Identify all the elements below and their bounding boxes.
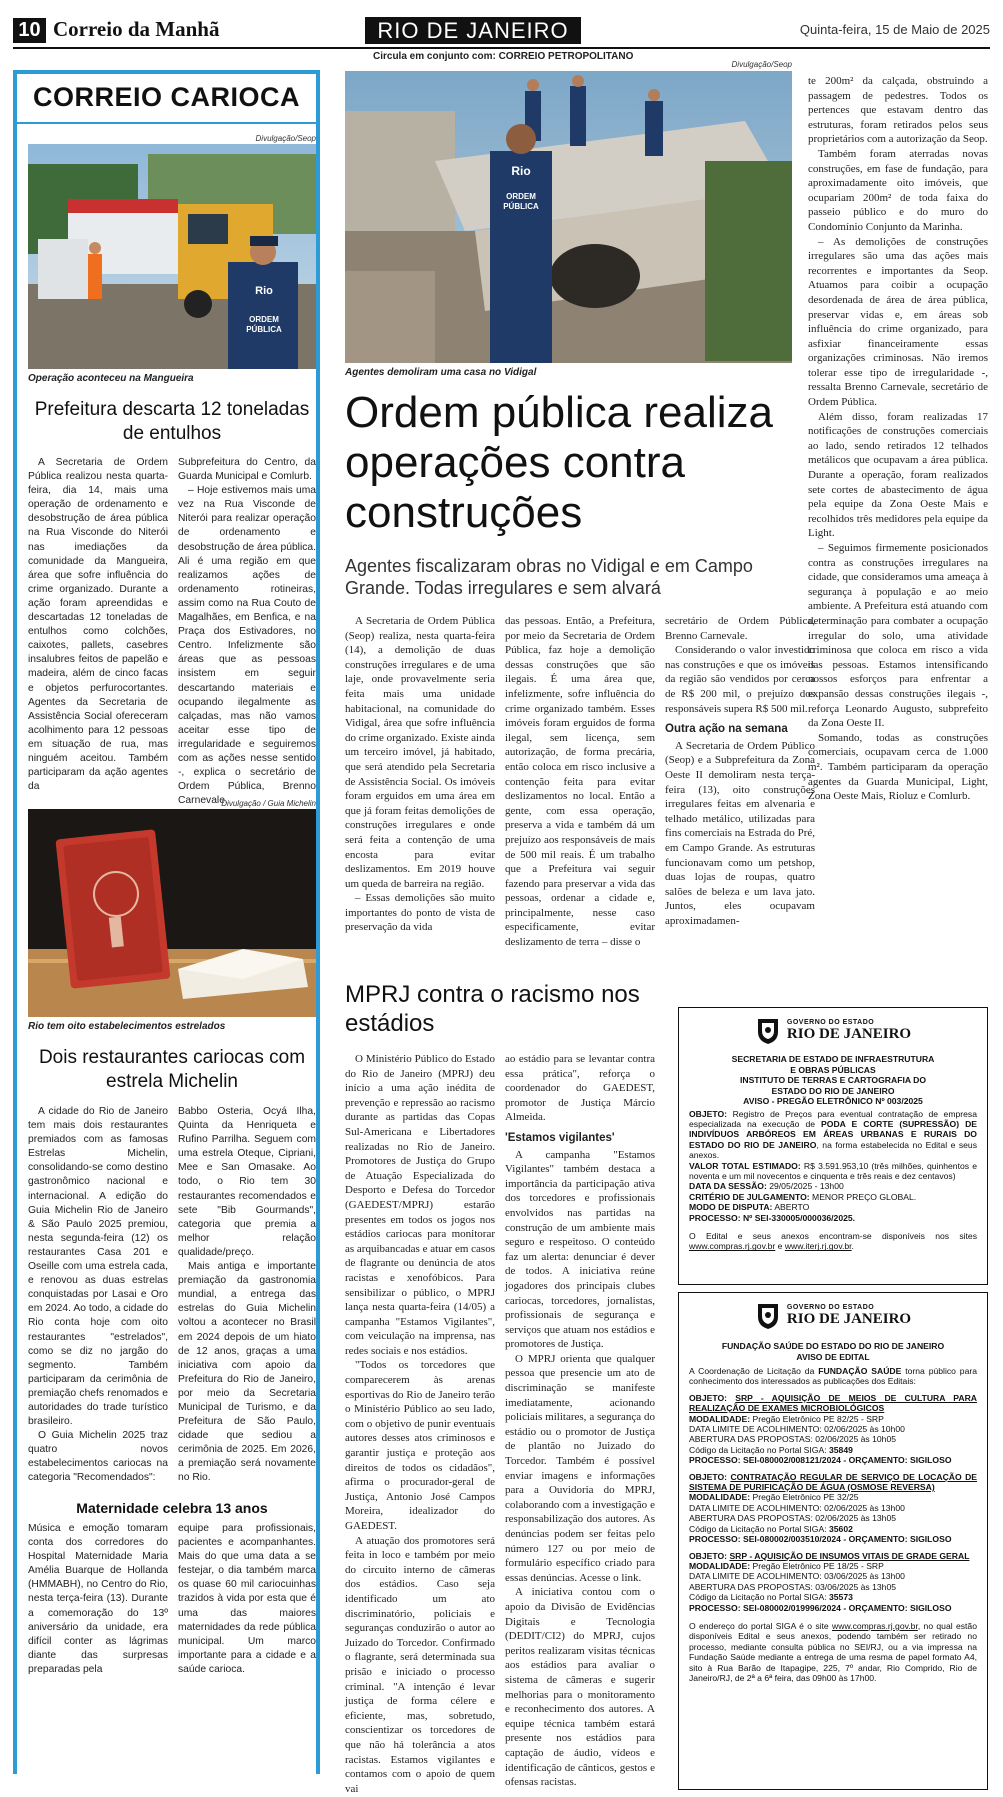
state-logo — [679, 1301, 987, 1331]
svg-text:Rio: Rio — [255, 285, 273, 297]
value: Nº SEI-330005/000036/2025. — [742, 1212, 856, 1223]
header-rule — [13, 47, 990, 49]
notice-criterio — [679, 1192, 987, 1202]
story-paragraph: Subprefeitura do Centro, da Guarda Municipal e Comlurb. — [178, 457, 316, 483]
value: R$ 3.591.953,10 (três milhões, quinhentos e noventa e um mil novecentos e cinquenta e três reais e dez centavos) — [689, 1160, 977, 1181]
value: PODA E CORTE (SUPRESSÃO) DE INDIVÍDUOS ARBÓREOS EM ÁREAS URBANAS E RURAIS DO ESTADO DO RIO DE JANEIRO — [689, 1118, 978, 1150]
notice-aviso: AVISO DE EDITAL — [796, 1351, 870, 1362]
value: SEI-080002/008121/2024 - ORÇAMENTO: SIGILOSO — [742, 1455, 952, 1466]
story-paragraph: – As demolições de construções irregulares são uma das ações mais recorrentes e importantes da Seop. Atuamos para coibir a ocupação desordenada de área de área pública, preservar vidas e, em áreas sob influência do crime organizado, para asfixiar financeiramente essas organizações criminosas. Não iremos tolerar esse tipo de irregularidade -, ressalta Brenno Carnevale, secretário de Ordem Pública. — [808, 235, 988, 409]
label: MODALIDADE: — [689, 1560, 751, 1571]
photo-caption: Agentes demoliram uma casa no Vidigal — [345, 367, 537, 378]
story-paragraph: A atuação dos promotores será feita in loco e também por meio do circuito interno de câmeras dos estádios. Caso seja identificado um ato discriminatório, policiais e seguranças conduzirão o autor ao Juizado do Torcedor. Confirmado o flagrante, será determinada sua prisão e iniciado o processo criminal. "A intenção é levar justiça de forma célere e eficiente, mas, sobretudo, conscientizar os torcedores de que não há tolerância a atos racistas. Estamos vigilantes e contamos com o apoio de quem vai — [345, 1534, 495, 1795]
footer-text: . — [851, 1241, 854, 1252]
value: 02/06/2025 às 10h00 — [824, 1424, 905, 1435]
story-headline: Dois restaurantes cariocas com estrela Michelin — [38, 1047, 306, 1092]
label: OBJETO: — [689, 1550, 728, 1561]
label: OBJETO: — [689, 1392, 728, 1403]
main-headline: Ordem pública realiza operações contra construções — [345, 388, 773, 537]
value: SEI-080002/003510/2024 - ORÇAMENTO: SIGILOSO — [742, 1534, 952, 1545]
notice-item — [679, 1551, 987, 1613]
notice-item — [679, 1472, 987, 1545]
column-left-bar — [13, 74, 17, 1774]
mprj-headline: MPRJ contra o racismo nos estádios — [345, 981, 640, 1037]
logo-small-text: GOVERNO DO ESTADO — [786, 1304, 875, 1311]
value: Pregão Eletrônico PE 82/25 - SRP — [752, 1413, 884, 1424]
story-paragraph: Mais antiga e importante premiação da gastronomia mundial, a entrega das estrelas do Guia Michelin voltou a acontecer no Brasil em 2024 depois de um hiato de 12 anos, graças a uma iniciativa com apoio da Prefeitura do Rio de Janeiro, por meio da Secretaria Municipal de Turismo, e da Prefeitura de São Paulo, cidade que sediou a cerimônia de 2025. Em 2026, a premiação será novamente no Rio. — [178, 1261, 316, 1484]
notice-item — [679, 1393, 987, 1466]
main-subhead: Agentes fiscalizaram obras no Vidigal e em Campo Grande. Todas irregulares e sem alvará — [345, 556, 753, 598]
value: 02/06/2025 às 13h00 — [824, 1502, 905, 1513]
story-paragraph: das pessoas. Então, a Prefeitura, por meio da Secretaria de Ordem Pública, faz hoje a demolição dessas construções que são ilegais. É uma área que, infelizmente, sofre influência do crime organizado também. Esses imóveis foram erguidos de forma ilegal, sem licença, sem autorização, de forma precária, então coloca em risco inclusive a contenção feita para evitar deslizamentos no local. Então a gente, com essa operação, preserva a vida e também dá um prejuízo aos responsáveis de mais de 500 mil reais. É um trabalho que a Prefeitura vai seguir fazendo para preservar a vida das pessoas, ordenar a cidade e, principalmente, nesse caso especificamente, evitar deslizamento de terra – disse o — [505, 615, 655, 949]
notice-valor — [679, 1161, 987, 1182]
column-title: CORREIO CARIOCA — [32, 82, 300, 112]
photo-credit: Divulgação/Seop — [255, 134, 316, 143]
value: SRP - AQUISIÇÃO DE MEIOS DE CULTURA PARA REALIZAÇÃO DE EXAMES MICROBIOLÓGICOS — [689, 1392, 978, 1414]
notice-org: SECRETARIA DE ESTADO DE INFRAESTRUTURA — [731, 1054, 935, 1064]
notice-org: E OBRAS PÚBLICAS — [790, 1064, 876, 1075]
iterj-link[interactable]: www.iterj.rj.gov.br — [784, 1241, 852, 1252]
label: PROCESSO: — [689, 1212, 741, 1223]
label: MODALIDADE: — [689, 1492, 751, 1503]
label: OBJETO: — [689, 1108, 728, 1119]
title-underline — [17, 122, 316, 124]
logo-big-text: RIO DE JANEIRO — [786, 1311, 912, 1327]
notice-objeto — [679, 1109, 987, 1161]
story-paragraph: Também foram aterradas novas construções, em fase de fundação, para aproximadamente oito imóveis, que ocupariam 200m² de toda faixa do passeio público e do muro do Condomínio Conjunto da Marinha. — [808, 147, 988, 233]
compras-link[interactable]: www.compras.rj.gov.br — [832, 1620, 918, 1631]
michelin-guide-photo — [28, 809, 316, 1017]
story-paragraph: Somando, todas as construções comerciais, ocupavam cerca de 1.000 m². Também participaram da operação agentes da Guarda Municipal, Light, Zona Oeste Mais, Rioluz e Comlurb. — [808, 731, 988, 803]
main-story-body-column-2 — [505, 614, 655, 964]
circulation-note: Circula em conjunto com: CORREIO PETROPOLITANO — [373, 51, 634, 62]
story-paragraph: O MPRJ orienta que qualquer pessoa que presencie um ato de discriminação se manifeste imediatamente, acionando policiais militares, a segurança do estádio ou o promotor de Justiça de plantão no Juizado do Torcedor. Também é possível enviar imagens e informações para a Ouvidoria do MPRJ, colaborando com a investigação e responsabilização dos autores. As denúncias podem ser feitas pelo número 127 ou por meio de formulário específico criado para essas denúncias. Acesse o link. — [505, 1352, 655, 1584]
label: VALOR TOTAL ESTIMADO: — [689, 1160, 801, 1171]
label: Código da Licitação no Portal SIGA: — [689, 1523, 827, 1534]
story-subheading: 'Estamos vigilantes' — [505, 1131, 615, 1144]
value: ABERTO — [774, 1202, 810, 1213]
main-story-body-column-1 — [345, 614, 495, 964]
label: MODO DE DISPUTA: — [689, 1202, 773, 1213]
story-paragraph: A Secretaria de Ordem Pública (Seop) realiza, nesta quarta-feira (14), a demolição de duas construções irregulares e de uma laje, onde provavelmente seria feita mais uma unidade habitacional, na comunidade do Vidigal, área que sofre influência do crime organizado. Existe ainda um terceiro imóvel, já habitado, que será atendido pela Secretaria de Assistência Social. Os imóveis foram erguidos em uma área em que já foram feitas demolições de construções irregulares e onde será feita a contenção de uma encosta para evitar deslizamentos. Em 2019 houve um queda de barreira na região. — [345, 615, 495, 890]
intro-text: FUNDAÇÃO SAÚDE — [818, 1366, 902, 1376]
story-body-column-1 — [28, 1522, 168, 1707]
label: DATA LIMITE DE ACOLHIMENTO: — [689, 1571, 822, 1582]
coat-of-arms-icon — [755, 1301, 781, 1331]
legal-notice-fundacao-saude — [678, 1292, 988, 1790]
notice-org: FUNDAÇÃO SAÚDE DO ESTADO DO RIO DE JANEIRO — [721, 1341, 945, 1351]
story-paragraph: Além disso, foram realizadas 17 notificações de construções comerciais ao lado, sendo retirados 12 telhados metálicos que ocupavam a área pública. Durante a operação, foram realizados sete cortes de abastecimento de água pela equipe da Zona Oeste Mais e recolhidos três medidores pela equipe da Light. — [808, 410, 988, 540]
story-headline: Maternidade celebra 13 anos — [76, 1500, 268, 1516]
label: ABERTURA DAS PROPOSTAS: — [689, 1434, 813, 1445]
value: SRP - AQUISIÇÃO DE INSUMOS VITAIS DE GRADE GERAL — [729, 1550, 970, 1561]
value: CONTRATAÇÃO REGULAR DE SERVIÇO DE LOCAÇÃO DE SISTEMA DE PURIFICAÇÃO DE ÁGUA (OSMOSE REVERSA) — [689, 1471, 978, 1493]
value: 03/06/2025 às 13h00 — [824, 1571, 905, 1582]
notice-modo — [679, 1202, 987, 1212]
value: 35849 — [828, 1444, 853, 1455]
coat-of-arms-icon — [755, 1016, 781, 1046]
story-paragraph: – Hoje estivemos mais uma vez na Rua Visconde de Niterói para realizar operação de ordenamento e desobstrução de área pública. Ali é uma região em que realizamos ações de ordenamento rotineiras, assim como na Rua Couto de Magalhães, em Benfica, e na Praça dos Estivadores, no Centro. Infelizmente são áreas que as pessoas insistem em seguir descartando materiais e ocupando ilegalmente as calçadas, mas não vamos aceitar esse tipo de irregularidade e seguiremos com as ações nesse sentido -, explica o secretário de Ordem Pública, Brenno Carnevale. — [178, 485, 316, 807]
story-body-column-1 — [28, 456, 168, 796]
story-paragraph: Música e emoção tomaram conta dos corredores do Hospital Maternidade Maria Amélia Buarque de Hollanda (HMMABH), no Centro do Rio, nesta terça-feira (13). Durante a comemoração do 13º aniversário da unidade, era difícil conter as lágrimas diante das surpresas preparadas pela — [28, 1523, 168, 1675]
label: Código da Licitação no Portal SIGA: — [689, 1444, 827, 1455]
logo-small-text: GOVERNO DO ESTADO — [786, 1019, 875, 1026]
label: CRITÉRIO DE JULGAMENTO: — [689, 1191, 810, 1202]
section-label: RIO DE JANEIRO — [365, 17, 581, 44]
notice-footer — [679, 1231, 987, 1252]
value: 02/06/2025 às 10h05 — [815, 1434, 897, 1445]
label: Código da Licitação no Portal SIGA: — [689, 1592, 827, 1603]
story-paragraph: A campanha "Estamos Vigilantes" também destaca a importância da participação ativa dos torcedores e profissionais envolvidos nas partidas na construção de um ambiente mais seguro e respeitoso. O conteúdo faz um alerta: denunciar é dever de todos. A iniciativa reúne jogadores dos principais clubes cariocas, torcedores, jornalistas, profissionais de segurança e serviços que atuam nos estádios e promotores de Justiça. — [505, 1148, 655, 1351]
footer-text: O Edital e seus anexos encontram-se disponíveis nos sites — [689, 1230, 977, 1241]
notice-org: INSTITUTO DE TERRAS E CARTOGRAFIA DO — [739, 1075, 927, 1085]
notice-data — [679, 1181, 987, 1191]
photo-credit: Divulgação / Guia Michelin — [221, 799, 316, 808]
story-body-column-2 — [178, 1105, 316, 1495]
value: 03/06/2025 às 13h05 — [815, 1581, 897, 1592]
legal-notice-iterj — [678, 1007, 988, 1285]
column-top-bar — [13, 70, 320, 74]
footer-text: , no qual estão disponíveis Edital e seus anexos, podendo também ser retirado no processo, mediante consulta pública no SEI/RJ, ou a via impressa na Fundação Saúde mediante a entrega de uma resma de papel formato A4, sito à Rua Barão de Itapagipe, 225, 7º andar, Rio Comprido, Rio de Janeiro/RJ, de 2ª a 6ª feira, das 09h00 às 17h00. — [689, 1620, 977, 1683]
story-paragraph: Babbo Osteria, Ocyá Ilha, Quinta da Henriqueta e Rufino Parrilha. Seguem com uma estrela Oteque, Cipriani, Mee e San Omasake. Ao todo, o Rio tem 30 restaurantes recomendados e sete "Bib Gourmands", categoria que premia a melhor relação qualidade/preço. — [178, 1106, 316, 1258]
value: Pregão Eletrônico PE 18/25 - SRP — [752, 1560, 884, 1571]
value: Pregão Eletrônico PE 32/25 — [752, 1492, 859, 1503]
story-paragraph: O Guia Michelin 2025 traz quatro novos estabelecimentos cariocas na categoria "Recomendados": — [28, 1430, 168, 1484]
compras-link[interactable]: www.compras.rj.gov.br — [689, 1241, 776, 1252]
notice-processo — [679, 1213, 987, 1223]
story-paragraph: "Todos os torcedores que comparecerem às arenas esportivas do Rio de Janeiro terão o Ministério Público ao seu lado, com o objetivo de punir eventuais autores desses atos criminosos e garantir justiça e proteção aos direitos de todos os cidadãos", afirma o procurador-geral de Justiça, Antonio José Campos Moreira, idealizador do GAEDEST. — [345, 1359, 495, 1532]
value: Registro de Preços para eventual contratação de empresa especializada na execução de — [689, 1108, 977, 1129]
notice-org: ESTADO DO RIO DE JANEIRO — [771, 1085, 895, 1096]
label: ABERTURA DAS PROPOSTAS: — [689, 1581, 813, 1592]
photo-caption: Operação aconteceu na Mangueira — [28, 373, 194, 384]
story-paragraph: O Ministério Público do Estado do Rio de Janeiro (MPRJ) deu início a uma ação inédita de prevenção e repressão ao racismo durante as partidas das Copas Sul-Americana e Libertadores realizadas no Rio de Janeiro. Promotores de Justiça do Grupo de Atuação Especializada do Desporto e Defesa do Torcedor (GAEDEST/MPRJ) estarão presentes em todos os jogos nos estádios cariocas para monitorar as arquibancadas e atuar em casos de flagrante ou denúncia de atos racistas e xenofóbicos. Para sensibilizar o público, o MPRJ lança nesta quarta-feira (14/05) a campanha "Estamos Vigilantes", com veiculação na imprensa, nas redes sociais e nos estádios. — [345, 1053, 495, 1357]
story-paragraph: Considerando o valor investido nas construções e que os imóveis da região são vendidos por cerca de R$ 200 mil, o prejuízo dos responsáveis supera R$ 500 mil. — [665, 644, 815, 715]
story-subheading: Outra ação na semana — [665, 723, 788, 736]
logo-big-text: RIO DE JANEIRO — [786, 1026, 912, 1042]
mprj-body-column-1 — [345, 1052, 495, 1795]
label: DATA LIMITE DE ACOLHIMENTO: — [689, 1424, 822, 1435]
notice-aviso: AVISO - PREGÃO ELETRÔNICO Nº 003/2025 — [743, 1096, 923, 1106]
story-body-column-2 — [178, 1522, 316, 1707]
footer-text: e — [777, 1241, 783, 1252]
story-paragraph: A iniciativa contou com o apoio da Divisão de Evidências Digitais e Tecnologia (DEDIT/CI2) do MPRJ, cujos peritos realizaram visitas técnicas aos estádios para avaliar o sistema de câmeras e sugerir melhorias para o monitoramento e reconhecimento dos autores. A equipe técnica também estará presente nos estádios para captação de áudio, vídeos e identificação de cânticos, gestos e ofensas racistas. — [505, 1586, 655, 1789]
label: PROCESSO: — [689, 1602, 741, 1613]
story-paragraph: A Secretaria de Ordem Público (Seop) e a Subprefeitura da Zona Oeste II demoliram nesta terça-feira (13), oito construções irregulares feitas em alvenaria e telhado metálico, utilizadas para fins comerciais na Estrada do Pré, em Campo Grande. As estruturas funcionavam como um petshop, duas lojas de roupas, quatro salões de beleza e um lava jato. Juntos, eles ocupavam aproximadamen- — [665, 739, 815, 927]
notice-intro — [679, 1366, 987, 1387]
notice-footer — [679, 1621, 987, 1683]
story-paragraph: A Secretaria de Ordem Pública realizou nesta quarta-feira, dia 14, mais uma operação de ordenamento e desobstrução de área pública na Rua Visconde do Niterói nas imediações da comunidade da Mangueira, área que sofre influência do crime organizado. Durante a ação foram apreendidas e descartadas 12 toneladas de entulhos como colchões, caixotes, pallets, casebres insalubres feitos de papelão e madeira, além de cinco facas e objetos perfurocortantes. Agentes da Secretaria de Assistência Social ofereceram acolhimento para 12 pessoas em situação de rua, mas ninguém aceitou. Também participaram da ação agentes da — [28, 457, 168, 793]
svg-text:Rio: Rio — [511, 164, 531, 178]
story-paragraph: equipe para profissionais, pacientes e acompanhantes. Mais do que uma data a se festejar, o dia também marca os quase 60 mil cariocuinhas trazidos à vida por esta que é uma das maiores maternidades da rede pública municipal. Um marco importante para a cidade e a saúde carioca. — [178, 1523, 316, 1675]
label: DATA DA SESSÃO: — [689, 1181, 767, 1192]
main-story-right-column — [808, 74, 988, 964]
value: 35573 — [828, 1592, 853, 1603]
intro-text: torna público para conhecimento dos interessados as publicações dos Editais: — [689, 1366, 978, 1387]
label: PROCESSO: — [689, 1534, 741, 1545]
value: 35602 — [828, 1523, 853, 1534]
label: PROCESSO: — [689, 1455, 741, 1466]
value: , na forma estabelecida no Edital e seus anexos. — [689, 1139, 978, 1161]
footer-text: O endereço do portal SIGA é o site — [689, 1620, 829, 1631]
page-header — [13, 14, 990, 62]
svg-text:ORDEM: ORDEM — [249, 315, 279, 324]
story-body-column-1 — [28, 1105, 168, 1495]
label: ABERTURA DAS PROPOSTAS: — [689, 1513, 813, 1524]
story-paragraph: ao estádio para se levantar contra essa prática", reforça o coordenador do GAEDEST, promotor de Justiça Márcio Almeida. — [505, 1053, 655, 1124]
value: 29/05/2025 - 13h00 — [769, 1181, 844, 1192]
svg-text:PÚBLICA: PÚBLICA — [503, 202, 539, 211]
svg-text:ORDEM: ORDEM — [506, 192, 536, 201]
label: OBJETO: — [689, 1471, 728, 1482]
photo-caption: Rio tem oito estabelecimentos estrelados — [28, 1021, 226, 1032]
story-headline: Prefeitura descarta 12 toneladas de entulhos — [34, 399, 310, 444]
mprj-body-column-2 — [505, 1052, 655, 1792]
value: SEI-080002/019996/2024 - ORÇAMENTO: SIGILOSO — [742, 1602, 952, 1613]
photo-credit: Divulgação/Seop — [731, 60, 792, 69]
vidigal-demolition-photo — [345, 71, 792, 363]
value: 02/06/2025 às 13h05 — [815, 1513, 897, 1524]
value: MENOR PREÇO GLOBAL. — [812, 1191, 917, 1202]
mangueira-operation-photo — [28, 144, 316, 369]
paper-name: Correio da Manhã — [53, 17, 220, 41]
page-number: 10 — [13, 18, 46, 43]
main-story-body-column-3 — [665, 614, 815, 964]
column-right-bar — [316, 74, 320, 1774]
label: MODALIDADE: — [689, 1413, 751, 1424]
label: DATA LIMITE DE ACOLHIMENTO: — [689, 1502, 822, 1513]
story-paragraph: secretário de Ordem Pública, Brenno Carnevale. — [665, 615, 815, 642]
story-paragraph: – Essas demolições são muito importantes do ponto de vista de preservação da vida — [345, 892, 495, 934]
state-logo — [679, 1016, 987, 1046]
issue-date: Quinta-feira, 15 de Maio de 2025 — [799, 22, 990, 37]
intro-text: A Coordenação de Licitação da — [689, 1366, 815, 1376]
svg-text:PÚBLICA: PÚBLICA — [246, 325, 282, 334]
story-paragraph: – Seguimos firmemente posicionados contra as construções irregulares na cidade, que consideramos uma ameaça à segurança à população e ao meio ambiente. A Prefeitura está atuando com determinação para combater a ocupação irregular do solo, uma atividade criminosa que coloca em risco a vida das pessoas. Estamos intensificando nossos esforços para enfrentar a expansão dessas construções ilegais -, reforça Leonardo Augusto, subprefeito da Zona Oeste II. — [808, 542, 988, 730]
story-paragraph: te 200m² da calçada, obstruindo a passagem de pedestres. Todos os pertences que estavam dentro das estruturas, foram retirados pelos seus proprietários com a autorização da Seop. — [808, 75, 988, 146]
story-paragraph: A cidade do Rio de Janeiro tem mais dois restaurantes premiados com as famosas Estrelas Michelin, consolidando-se como destino gastronômico nacional e internacional. A edição do Guia Michelin Rio de Janeiro & São Paulo 2025 premiou, nesta segunda-feira (12) os restaurantes Casa 201 e Oseille com uma estrela cada, e renovou as duas estrelas conquistadas por Lasai e Oro em 2024. Ao todo, a cidade do Rio conta hoje com oito restaurantes "estrelados", como se diz no jargão do segmento. Também participaram da cerimônia de premiação chefs renomados e autoridades do trade turístico brasileiro. — [28, 1106, 168, 1428]
